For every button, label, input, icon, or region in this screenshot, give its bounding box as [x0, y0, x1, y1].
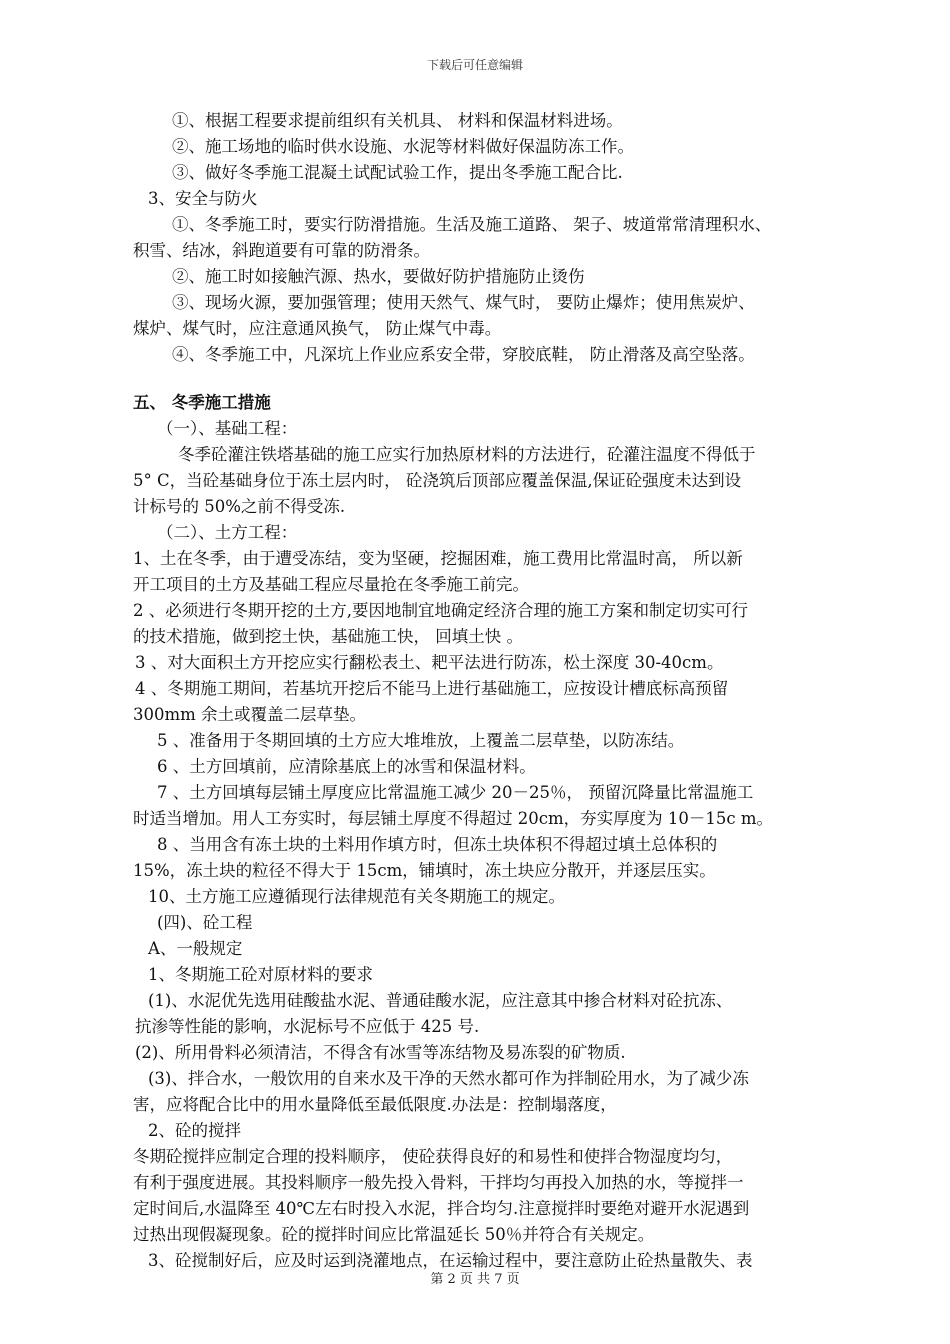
text-line: 5° C，当砼基础身位于冻土层内时， 砼浇筑后顶部应覆盖保温,保证砼强度未达到设: [133, 471, 742, 490]
text-line: ③、现场火源，要加强管理；使用天然气、煤气时， 要防止爆炸；使用焦炭炉、: [172, 293, 755, 312]
section-heading: 五、 冬季施工措施: [133, 393, 271, 412]
text-line: 害，应将配合比中的用水量降低至最低限度.办法是：控制塌落度，: [133, 1095, 617, 1114]
text-line: 5 、准备用于冬期回填的土方应大堆堆放，上覆盖二层草垫，以防冻结。: [157, 731, 685, 750]
text-line: ①、冬季施工时，要实行防滑措施。生活及施工道路、 架子、坡道常常清理积水、: [172, 215, 772, 234]
text-line: 冬季砼灌注铁塔基础的施工应实行加热原材料的方法进行，砼灌注温度不得低于: [178, 445, 756, 464]
text-line: 8 、当用含有冻土块的土料用作填方时，但冻土块体积不得超过填土总体积的: [157, 835, 718, 854]
text-line: 7 、土方回填每层铺土厚度应比常温施工减少 20－25％， 预留沉降量比常温施工: [157, 783, 754, 802]
text-line: 的技术措施，做到挖土快，基础施工快， 回填土快 。: [133, 627, 523, 646]
text-line: 抗渗等性能的影响，水泥标号不应低于 425 号.: [135, 1017, 480, 1036]
text-line: (1)、水泥优先选用硅酸盐水泥、普通硅酸水泥，应注意其中掺合材料对砼抗冻、: [148, 991, 733, 1010]
text-line: 300mm 余土或覆盖二层草垫。: [133, 705, 367, 724]
text-line: 1、冬期施工砼对原材料的要求: [148, 965, 373, 984]
text-line: (四)、砼工程: [157, 913, 253, 932]
text-line: 积雪、结冰，斜跑道要有可靠的防滑条。: [133, 241, 430, 260]
text-line: 3 、对大面积土方开挖应实行翻松表土、耙平法进行防冻，松土深度 30-40cm。: [135, 653, 724, 672]
text-line: 时适当增加。用人工夯实时，每层铺土厚度不得超过 20cm，夯实厚度为 10－15c m。: [133, 809, 773, 828]
text-line: 计标号的 50%之前不得受冻.: [133, 497, 346, 516]
text-line: 10、土方施工应遵循现行法律规范有关冬期施工的规定。: [148, 887, 565, 906]
text-line: 6 、土方回填前，应清除基底上的冰雪和保温材料。: [157, 757, 536, 776]
page-footer: 第 2 页 共 7 页: [430, 1272, 520, 1287]
text-line: ④、冬季施工中，凡深坑上作业应系安全带，穿胶底鞋， 防止滑落及高空坠落。: [172, 345, 755, 364]
text-line: ①、根据工程要求提前组织有关机具、 材料和保温材料进场。: [172, 111, 623, 130]
text-line: 定时间后,水温降至 40℃左右时投入水泥，拌合均匀.注意搅拌时要绝对避开水泥遇到: [133, 1199, 750, 1218]
page-header: 下载后可任意编辑: [426, 58, 523, 72]
text-line: ③、做好冬季施工混凝土试配试验工作，提出冬季施工配合比.: [172, 163, 623, 182]
text-line: 煤炉、煤气时，应注意通风换气， 防止煤气中毒。: [133, 319, 502, 338]
text-line: (2)、所用骨料必须清洁，不得含有冰雪等冻结物及易冻裂的矿物质.: [135, 1043, 626, 1062]
text-line: 3、砼搅制好后，应及时运到浇灌地点，在运输过程中，要注意防止砼热量散失、表: [148, 1251, 753, 1270]
text-line: A、一般规定: [148, 939, 243, 958]
text-line: （一）、基础工程：: [157, 419, 298, 438]
text-line: 有利于强度进展。其投料顺序一般先投入骨料，干拌均匀再投入加热的水，等搅拌一: [133, 1173, 744, 1192]
text-line: ②、施工场地的临时供水设施、水泥等材料做好保温防冻工作。: [172, 137, 634, 156]
text-line: 过热出现假凝现象。砼的搅拌时间应比常温延长 50％并符合有关规定。: [133, 1225, 655, 1244]
text-line: 开工项目的土方及基础工程应尽量抢在冬季施工前完。: [133, 575, 529, 594]
text-line: 3、安全与防火: [148, 189, 258, 208]
text-line: 1、土在冬季，由于遭受冻结，变为坚硬，挖掘困难，施工费用比常温时高， 所以新: [133, 549, 743, 568]
text-line: （二）、土方工程：: [157, 523, 298, 542]
text-line: 冬期砼搅拌应制定合理的投料顺序， 使砼获得良好的和易性和使拌合物湿度均匀，: [133, 1147, 733, 1166]
text-line: 2 、必须进行冬期开挖的土方,要因地制宜地确定经济合理的施工方案和制定切实可行: [133, 601, 748, 620]
text-line: ②、施工时如接触汽源、热水，要做好防护措施防止烫伤: [172, 267, 585, 286]
text-line: 15%，冻土块的粒径不得大于 15cm，铺填时，冻土块应分散开，并逐层压实。: [133, 861, 716, 880]
text-line: (3)、拌合水，一般饮用的自来水及干净的天然水都可作为拌制砼用水，为了减少冻: [148, 1069, 749, 1088]
text-line: 2、砼的搅拌: [148, 1121, 241, 1140]
text-line: 4 、冬期施工期间，若基坑开挖后不能马上进行基础施工，应按设计槽底标高预留: [135, 679, 729, 698]
